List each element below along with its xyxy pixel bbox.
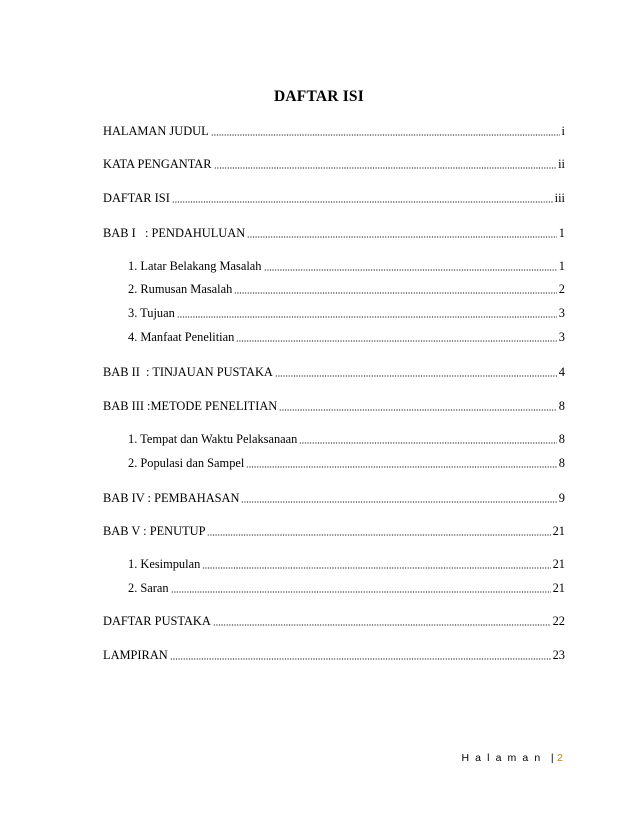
toc-entry-page: 22 [552,614,565,628]
toc-entry-page: 1 [558,259,565,273]
toc-entry-label: DAFTAR PUSTAKA [103,614,211,628]
toc-subentry-latar-belakang [128,257,565,275]
dot-leader [172,201,553,203]
toc-entry-bab-1 [103,224,565,242]
page-footer [461,752,563,764]
toc-entry-bab-2 [103,363,565,381]
dot-leader [171,591,551,593]
toc-entry-page: 9 [558,491,565,505]
toc-entry-label: HALAMAN JUDUL [103,124,209,138]
toc-entry-page: 8 [558,399,565,413]
dot-leader [170,658,551,660]
toc-entry-page: 1 [558,226,565,240]
dot-leader [279,409,557,411]
toc-entry-label: DAFTAR ISI [103,191,170,205]
toc-entry-bab-5 [103,522,565,540]
dot-leader [264,269,557,271]
toc-entry-page: iii [554,191,565,205]
toc-subentry-populasi-sampel [128,454,565,472]
toc-entry-page: 3 [558,306,565,320]
dot-leader [234,292,557,294]
toc-entry-label: LAMPIRAN [103,648,168,662]
toc-entry-label: 2. Populasi dan Sampel [128,456,245,470]
toc-subentry-rumusan-masalah [128,280,565,298]
toc-entry-label: KATA PENGANTAR [103,157,212,171]
toc-entry-label: 4. Manfaat Penelitian [128,330,235,344]
dot-leader [177,316,557,318]
toc-entry-label: 1. Latar Belakang Masalah [128,259,262,273]
dot-leader [213,624,551,626]
toc-entry-kata-pengantar [103,155,565,173]
toc-entry-label: BAB V : PENUTUP [103,524,206,538]
toc-entry-label: 2. Rumusan Masalah [128,282,233,296]
toc-entry-label: 3. Tujuan [128,306,175,320]
dot-leader [246,466,556,468]
toc-subentry-manfaat-penelitian [128,328,565,346]
toc-entry-label: BAB III :METODE PENELITIAN [103,399,278,413]
toc-entry-bab-4 [103,489,565,507]
toc-entry-label: 2. Saran [128,581,169,595]
dot-leader [236,340,556,342]
toc-entry-page: 21 [552,581,565,595]
toc-entry-daftar-isi [103,189,565,207]
dot-leader [207,534,550,536]
dot-leader [241,501,556,503]
toc-subentry-tempat-waktu [128,430,565,448]
dot-leader [299,442,556,444]
footer-page-number: 2 [557,752,563,764]
toc-subentry-saran [128,579,565,597]
toc-entry-page: 4 [558,365,565,379]
toc-entry-label: 1. Tempat dan Waktu Pelaksanaan [128,432,298,446]
toc-subentry-tujuan [128,304,565,322]
toc-entry-label: BAB II : TINJAUAN PUSTAKA [103,365,273,379]
dot-leader [214,167,557,169]
toc-entry-label: 1. Kesimpulan [128,557,201,571]
dot-leader [275,375,557,377]
dot-leader [202,567,550,569]
toc-entry-page: 23 [552,648,565,662]
toc-entry-bab-3 [103,397,565,415]
toc-entry-page: 21 [552,524,565,538]
toc-entry-page: 2 [558,282,565,296]
toc-entry-page: 8 [558,456,565,470]
toc-entry-label: BAB IV : PEMBAHASAN [103,491,240,505]
toc-entry-page: 8 [558,432,565,446]
footer-label: H a l a m a n | [461,752,556,764]
dot-leader [247,236,557,238]
toc-entry-page: i [561,124,565,138]
toc-entry-halaman-judul [103,122,565,140]
page-title: DAFTAR ISI [274,88,364,105]
toc-entry-page: ii [558,157,565,171]
toc-entry-page: 3 [558,330,565,344]
toc-entry-page: 21 [552,557,565,571]
toc-entry-daftar-pustaka [103,612,565,630]
dot-leader [211,134,560,136]
toc-entry-lampiran [103,646,565,664]
toc-subentry-kesimpulan [128,555,565,573]
toc-entry-label: BAB I : PENDAHULUAN [103,226,246,240]
